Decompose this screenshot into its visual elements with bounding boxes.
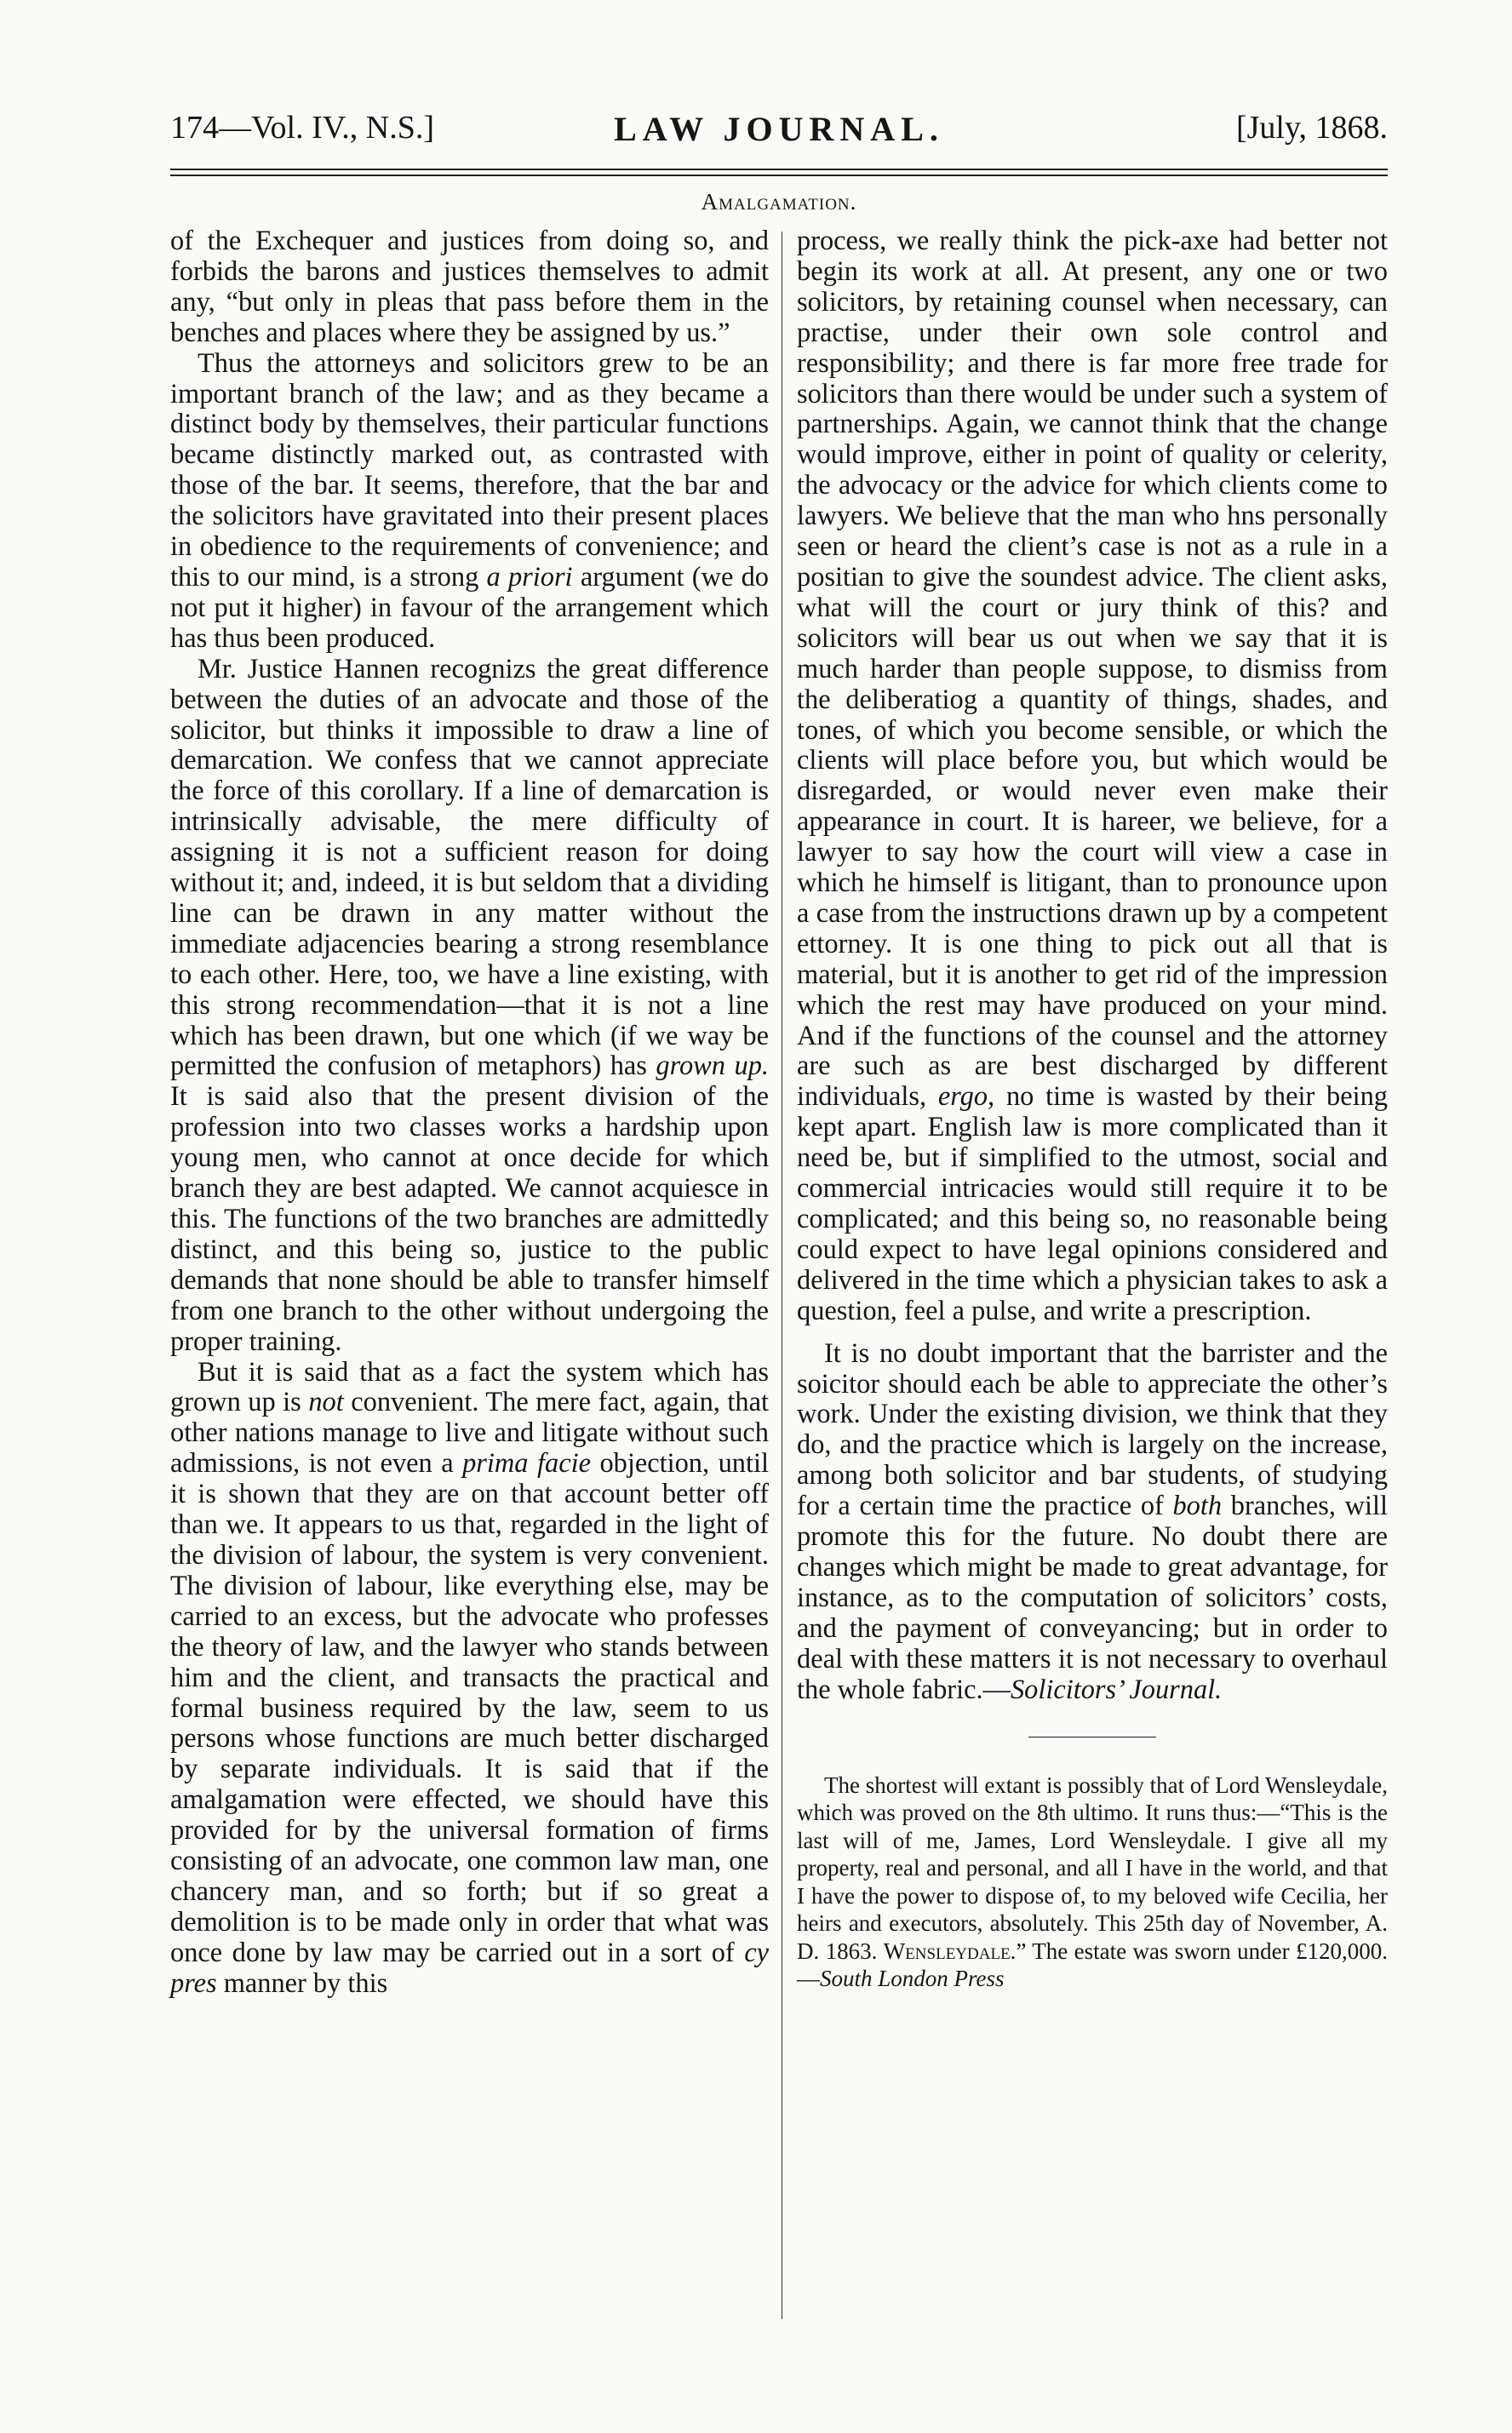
issue-date: [July, 1868. xyxy=(1235,110,1388,146)
text-run: It is said also that the present division of the profession into two classes works a hardship upon young men, who cannot at once decide for which branch they are best adapted. We cannot acquiesce in this. The functions of the two branches are admittedly distinct, and this being so, justice to the public demands that none should be able to transfer himself from one branch to the other without undergoing the proper training. xyxy=(170,1081,769,1357)
running-header xyxy=(170,109,1388,160)
italic-run: ergo, xyxy=(937,1081,995,1113)
text-run: convenient. The mere fact, again, that other nations manage to live and litigate without such admissions, is not even a xyxy=(170,1387,769,1480)
italic-run: prima facie xyxy=(462,1448,591,1480)
paragraph xyxy=(170,226,769,349)
section-title: Amalgamation. xyxy=(701,189,857,215)
italic-run: a priori xyxy=(486,561,573,593)
text-run: argument (we do not put it higher) in favour of the arrangement which has thus been produced. xyxy=(170,561,769,654)
paragraph xyxy=(797,1772,1388,1993)
journal-title: LAW JOURNAL. xyxy=(614,110,944,148)
signature: Wensleydale. xyxy=(883,1938,1017,1964)
italic-run: grown up. xyxy=(656,1050,769,1082)
source-credit: Solicitors’ Journal. xyxy=(1010,1674,1223,1705)
paragraph xyxy=(170,349,769,655)
page-volume-label: 174—Vol. IV., N.S.] xyxy=(170,110,435,146)
text-run: objection, until it is shown that they are on that account better off than we. It appears to us that, regarded in the light of the division of labour, the system is very convenient. The division of labour, like everything else, may be carried to an excess, but the advocate who professes the theory of law, and the lawyer who stands between him and the client, and transacts the practical and formal business required by the law, seem to us persons whose functions are much better discharged by separate individuals. It is said that if the amalgamation were effected, we should have this provided for by the universal formation of firms consisting of an advocate, one common law man, one chancery man, and so forth; but if so great a demolition is to be made only in order that what was once done by law may be carried out in a sort of xyxy=(170,1448,769,1968)
text-run: branches, will promote this for the future. No doubt there are changes which might be made to great advantage, for instance, as to the computation of solicitors’ costs, and the payment of conveyancing; but in order to deal with these matters it is not necessary to overhaul the whole fabric.— xyxy=(797,1491,1389,1705)
text-run: manner by this xyxy=(223,1967,388,1999)
left-column xyxy=(170,226,769,2000)
text-run: of the Exchequer and justices from doing so, and forbids the barons and justices themselves to admit any, “but only in pleas that pass before them in the benches and places where they be assigned by us.” xyxy=(170,226,769,348)
text-run: process, we really think the pick-axe had better not begin its work at all. At present, any one or two solicitors, by retaining counsel when necessary, can practise, under their own sole control and responsibility; and there is far more free trade for solicitors than there would be under such a system of partnerships. Again, we cannot think that the change would improve, either in point of quality or celerity, the advocacy or the advice for which clients come to lawyers. We believe that the man who hns personally seen or heard the client’s case is not as a rule in a positian to give the soundest advice. The client asks, what will the court or jury think of this? and solicitors will bear us out when we say that it is much harder than people suppose, to dismiss from the deliberatiog a quantity of things, shades, and tones, of which you become sensible, or which the clients will place before you, but which would be disregarded, or would never even make their appearance in court. It is hareer, we believe, for a lawyer to say how the court will view a case in which he himself is litigant, than to pronounce upon a case from the instructions drawn up by a competent ettorney. It is one thing to pick out all that is material, but it is another to get rid of the impression which the rest may have produced on your mind. And if the functions of the counsel and the attorney are such as are best discharged by different individuals, xyxy=(797,226,1388,1113)
italic-run: both xyxy=(1172,1491,1223,1522)
paragraph xyxy=(170,1358,769,2000)
paragraph-gap xyxy=(797,1327,1388,1339)
paragraph xyxy=(797,1339,1388,1706)
right-column xyxy=(797,226,1388,1993)
news-note xyxy=(797,1772,1388,1993)
text-run: ” The estate was sworn under £120,000.— xyxy=(797,1938,1388,1991)
italic-run: cy pres xyxy=(170,1937,769,1999)
text-run: Mr. Justice Hannen recognizs the great difference between the duties of an advocate and those of the solicitor, but thinks it impossible to draw a line of demarcation. We confess that we cannot appreciate the force of this corollary. If a line of demarcation is intrinsically advisable, the mere difficulty of assigning it is not a sufficient reason for doing without it; and, indeed, it is but seldom that a dividing line can be drawn in any matter without the immediate adjacencies bearing a strong resemblance to each other. Here, too, we have a line existing, with this strong recommendation—that it is not a line which has been drawn, but one which (if we way be permitted the confusion of metaphors) has xyxy=(170,653,769,1082)
paragraph xyxy=(170,655,769,1358)
text-run: It is no doubt important that the barrister and the soicitor should each be able to appreciate the other’s work. Under the existing division, we think that they do, and the practice which is largely on the increase, among both solicitor and bar students, of studying for a certain time the practice of xyxy=(797,1337,1388,1522)
text-run: no time is wasted by their being kept apart. English law is more complicated than it need be, but if simplified to the utmost, social and commercial intricacies would still require it to be complicated; and this being so, no reasonable being could expect to have legal opinions considered and delivered in the time which a physician takes to ask a question, feel a pulse, and write a prescription. xyxy=(797,1081,1388,1326)
source-credit: South London Press xyxy=(820,1966,1005,1991)
header-rule-top xyxy=(170,169,1388,170)
italic-run: not xyxy=(308,1387,344,1418)
text-run: Thus the attorneys and solicitors grew to be an important branch of the law; and as they became a distinct body by themselves, their particular functions became distinctly marked out, as contrasted with those of the bar. It seems, therefore, that the bar and the solicitors have gravitated into their present places in obedience to the requirements of convenience; and this to our mind, is a strong xyxy=(170,347,769,593)
header-rule-bottom xyxy=(170,175,1388,176)
text-run: But it is said that as a fact the system which has grown up is xyxy=(170,1356,769,1418)
text-run: The shortest will extant is possibly that of Lord Wensleydale, which was proved on the 8th ultimo. It runs thus:—“This is the last will of me, James, Lord Wensleydale. I give all my property, real and personal, and all I have in the world, and that I have the power to dispose of, to my beloved wife Cecilia, her heirs and executors, absolutely. This 25th day of November, A. D. 1863. xyxy=(797,1772,1388,1964)
paragraph xyxy=(797,226,1388,1327)
